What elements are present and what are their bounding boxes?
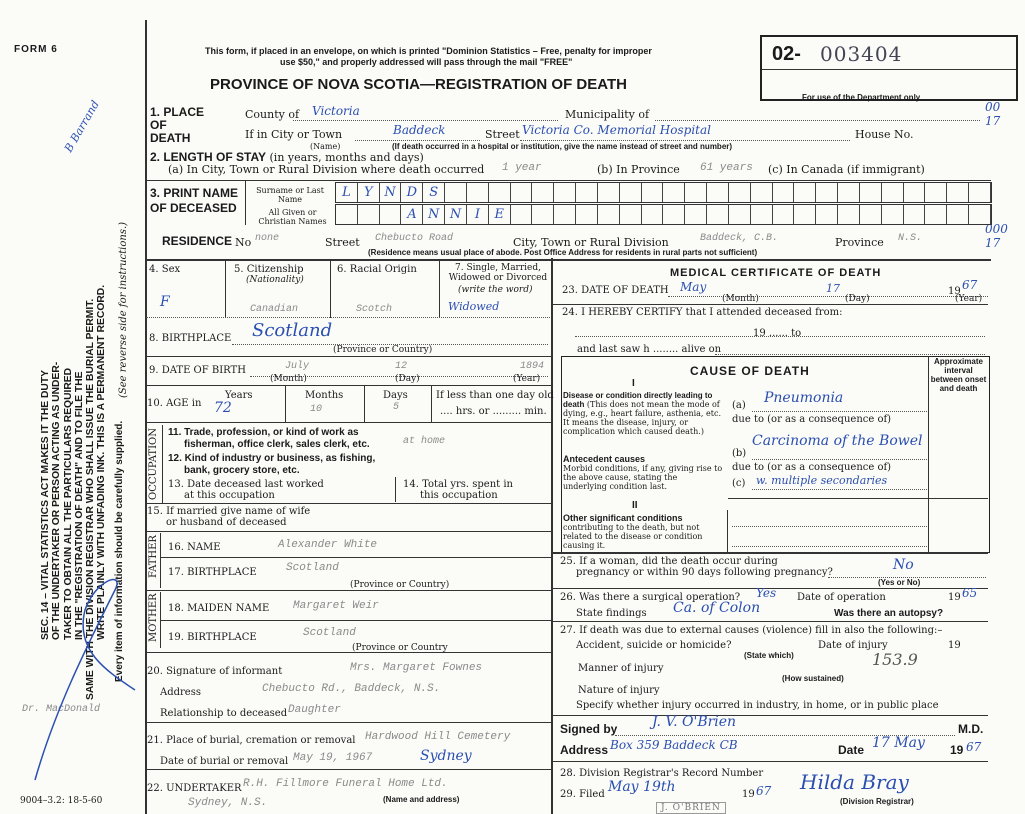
physician-address-label: Address (560, 743, 609, 757)
informant-address-value[interactable]: Chebucto Rd., Baddeck, N.S. (262, 683, 441, 695)
q11b-label: fisherman, office clerk, sales clerk, etc. (184, 439, 370, 450)
letter-box[interactable]: D (401, 183, 423, 202)
burial-place-value[interactable]: Hardwood Hill Cemetery (365, 731, 511, 743)
cause-a-label: (a) (732, 400, 746, 411)
letter-box[interactable] (489, 183, 511, 202)
months-label: Months (305, 390, 344, 401)
cause-c-label: (c) (732, 478, 746, 489)
res-street-label: Street (325, 236, 360, 249)
form-code: 9004–3.2: 18-5-60 (20, 796, 103, 806)
other-conditions-note: contributing to the death, but not related to the disease or condition causing it. (563, 523, 703, 550)
res-city-label: City, Town or Rural Division (513, 236, 669, 249)
mail-notice-2: use $50," and properly addressed will pass through the mail "FREE" (280, 57, 573, 67)
occupation-side-label: OCCUPATION (148, 428, 159, 500)
letter-box[interactable] (904, 205, 926, 224)
less-than-day-label: If less than one day old (436, 390, 554, 401)
informant-sig-label: 20. Signature of informant (147, 666, 283, 677)
dod-year[interactable]: 67 (962, 278, 978, 292)
nature-label: Nature of injury (578, 685, 660, 696)
nineteen: 19 (742, 789, 755, 800)
res-province-label: Province (835, 236, 884, 249)
reg-number: 003404 (820, 42, 903, 66)
letter-box[interactable]: A (401, 205, 423, 224)
residence-note: (Residence means usual place of abode. Post Office Address for residents in rural parts not sufficient) (368, 248, 758, 257)
given-name-boxes[interactable] (335, 204, 992, 225)
margin-initials: B Barrand (62, 98, 102, 155)
cause-b-value[interactable]: Carcinoma of the Bowel (752, 433, 923, 449)
age-label: 10. AGE in (147, 398, 202, 409)
marital-label: 7. Single, Married, Widowed or Divorced (448, 263, 548, 283)
letter-box[interactable] (904, 183, 926, 202)
father-name-value[interactable]: Alexander White (278, 539, 378, 551)
letter-box[interactable] (794, 205, 816, 224)
antecedent-heading: Antecedent causes (563, 454, 646, 464)
days-label: Days (383, 390, 408, 401)
letter-box[interactable] (816, 205, 838, 224)
letter-box[interactable] (947, 205, 969, 224)
dod-month[interactable]: May (680, 280, 707, 294)
stay-c-label: (c) In Canada (if immigrant) (768, 163, 925, 176)
father-name-label: 16. NAME (168, 542, 221, 553)
notice-line: SEC. 14 – VITAL STATISTICS ACT MAKES IT THE DUTY (40, 369, 51, 640)
dod-day[interactable]: 17 (826, 282, 840, 295)
letter-box[interactable] (729, 205, 751, 224)
res-no-value[interactable]: none (255, 233, 280, 244)
given-label: All Given or Christian Names (258, 208, 327, 226)
letter-box[interactable] (336, 205, 358, 224)
name-address-note: (Name and address) (383, 795, 460, 804)
letter-box[interactable] (969, 183, 991, 202)
res-province-value[interactable]: N.S. (898, 233, 923, 244)
hospital-note: (If death occurred in a hospital or institution, give the name instead of street and number) (392, 142, 733, 151)
letter-box[interactable] (925, 183, 947, 202)
margin-code: 00 17 (985, 100, 1001, 128)
res-street-value[interactable]: Chebucto Road (375, 233, 454, 244)
county-value[interactable]: Victoria (312, 104, 360, 118)
residence-label: RESIDENCE (162, 234, 233, 248)
length-of-stay-label: 2. LENGTH OF STAY (150, 150, 267, 164)
year-note: (Year) (513, 374, 541, 384)
nineteen: 19 (950, 743, 964, 757)
year-note: (Year) (955, 294, 983, 304)
nineteen: 19 (948, 286, 961, 297)
q12-label: 12. Kind of industry or business, as fishing, (168, 453, 376, 464)
letter-box[interactable] (794, 183, 816, 202)
age-months[interactable]: 10 (310, 404, 323, 415)
notice-line: OF THE UNDERTAKER OR PERSON ACTING AS UNDER- (51, 361, 63, 640)
letter-box[interactable] (751, 183, 773, 202)
letter-box[interactable] (882, 183, 904, 202)
physician-signature: J. V. O'Brien (652, 714, 737, 730)
letter-box[interactable] (532, 183, 554, 202)
city-label: If in City or Town (245, 128, 343, 141)
findings-label: State findings (576, 608, 647, 619)
marital-note: (write the word) (458, 285, 533, 295)
dob-day[interactable]: 12 (395, 361, 408, 372)
racial-origin-label: 6. Racial Origin (337, 264, 417, 275)
disease-heading: Disease or condition directly leading to death (563, 391, 713, 409)
part-i-label: I (632, 378, 635, 389)
letter-box[interactable] (642, 205, 664, 224)
relationship-value[interactable]: Daughter (288, 704, 341, 716)
stay-province-value[interactable]: 61 years (700, 162, 753, 174)
due-to-label: due to (or as a consequence of) (732, 414, 892, 425)
physician-address-value[interactable]: Box 359 Baddeck CB (610, 738, 738, 752)
place-of-death-label: 1. PLACE OF DEATH (150, 105, 205, 145)
hospital-value[interactable]: Victoria Co. Memorial Hospital (522, 123, 711, 137)
letter-box[interactable] (860, 183, 882, 202)
accident-label: Accident, suicide or homicide? (576, 640, 732, 651)
filed-date-value[interactable]: May 19th (608, 779, 676, 795)
filed-year[interactable]: 67 (756, 784, 772, 798)
due-to-label: due to (or as a consequence of) (732, 462, 892, 473)
findings-value[interactable]: Ca. of Colon (673, 600, 761, 616)
letter-box[interactable] (947, 183, 969, 202)
q14-label: 14. Total yrs. spent in (403, 479, 513, 490)
mother-bp-value[interactable]: Scotland (303, 627, 356, 639)
day-note: (Day) (395, 374, 420, 384)
q14b-label: this occupation (420, 490, 498, 501)
signed-date-label: Date (838, 743, 865, 757)
doctor-name: Dr. MacDonald (22, 704, 101, 715)
notice-line: SAME WITH THE DIVISION REGISTRAR WHO SHALL ISSUE THE BURIAL PERMIT. (85, 298, 97, 700)
cause-c-value[interactable]: w. multiple secondaries (756, 474, 888, 487)
stay-b-label: (b) In Province (597, 163, 680, 176)
dob-month[interactable]: July (285, 361, 310, 372)
letter-box[interactable] (773, 205, 795, 224)
dob-label: 9. DATE OF BIRTH (149, 365, 246, 376)
signed-by-label: Signed by (560, 722, 618, 736)
letter-box[interactable] (751, 205, 773, 224)
state-which-note: (State which) (744, 651, 794, 660)
stay-city-value[interactable]: 1 year (502, 162, 542, 174)
division-registrar-note: (Division Registrar) (840, 797, 914, 806)
q26-label: 26. Was there a surgical operation? (560, 592, 741, 603)
letter-box[interactable] (445, 183, 467, 202)
see-reverse-note: (See reverse side for instructions.) (118, 221, 129, 398)
hrs-min-label: .... hrs. or ......... min. (440, 406, 547, 417)
medical-cert-title: MEDICAL CERTIFICATE OF DEATH (670, 267, 882, 279)
sex-label: 4. Sex (149, 264, 181, 275)
letter-box[interactable] (969, 205, 991, 224)
letter-box[interactable] (663, 183, 685, 202)
last-saw-label: and last saw h ........ alive on (577, 344, 722, 355)
cause-b-label: (b) (732, 448, 747, 459)
how-sustained-note: (How sustained) (782, 674, 844, 683)
q15b-label: or husband of deceased (166, 517, 287, 528)
signed-year[interactable]: 67 (966, 740, 982, 754)
letter-box[interactable] (380, 205, 402, 224)
letter-box[interactable] (358, 205, 380, 224)
letter-box[interactable]: E (489, 205, 511, 224)
notice-line: IN THE "REGISTRATION OF DEATH" AND TO FILE THE (73, 371, 85, 640)
letter-box[interactable] (532, 205, 554, 224)
birthplace-value[interactable]: Scotland (252, 320, 333, 341)
nineteen: 19 (948, 592, 961, 603)
mother-name-label: 18. MAIDEN NAME (168, 603, 270, 614)
day-note: (Day) (845, 294, 870, 304)
sex-value[interactable]: F (160, 294, 170, 310)
attended-from-line: 19 ...... to (753, 328, 802, 339)
burial-date-value[interactable]: May 19, 1967 (293, 752, 373, 764)
citizenship-value[interactable]: Canadian (250, 304, 299, 315)
letter-box[interactable] (729, 183, 751, 202)
q24-label: 24. I HEREBY CERTIFY that I attended deceased from: (562, 307, 843, 318)
res-city-value[interactable]: Baddeck, C.B. (700, 233, 779, 244)
manner-label: Manner of injury (578, 663, 664, 674)
q13b-label: at this occupation (184, 490, 275, 501)
letter-box[interactable] (576, 205, 598, 224)
name-note: (Name) (310, 142, 341, 151)
letter-box[interactable] (511, 183, 533, 202)
mail-notice: This form, if placed in an envelope, on which is printed "Dominion Statistics – Free, penalty for improper (205, 46, 652, 56)
signature-flourish (15, 560, 145, 800)
letter-box[interactable] (554, 205, 576, 224)
letter-box[interactable] (685, 183, 707, 202)
dob-year[interactable]: 1894 (520, 361, 545, 372)
marital-value[interactable]: Widowed (448, 300, 500, 313)
cause-of-death-title: CAUSE OF DEATH (690, 364, 810, 378)
letter-box[interactable] (860, 205, 882, 224)
q28-label: 28. Division Registrar's Record Number (560, 768, 764, 779)
father-bp-value[interactable]: Scotland (286, 562, 339, 574)
letter-box[interactable] (707, 205, 729, 224)
every-item-note: Every item of information should be carefully supplied. (114, 420, 125, 682)
letter-box[interactable]: N (423, 205, 445, 224)
house-label: House No. (855, 128, 914, 141)
stay-note: (in years, months and days) (269, 151, 424, 164)
letter-box[interactable] (663, 205, 685, 224)
burial-place-label: 21. Place of burial, cremation or removal (147, 735, 356, 746)
reg-prefix: 02- (772, 43, 801, 65)
dept-only-note: For use of the Department only (802, 93, 921, 102)
undertaker-label: 22. UNDERTAKER (147, 783, 242, 794)
birthplace-label: 8. BIRTHPLACE (149, 333, 232, 344)
form-number: FORM 6 (14, 44, 58, 55)
month-note: (Month) (270, 374, 307, 384)
letter-box[interactable] (773, 183, 795, 202)
classification-code: 153.9 (872, 650, 918, 669)
mother-side-label: MOTHER (148, 593, 159, 642)
operation-year[interactable]: 65 (962, 586, 978, 600)
dod-label: 23. DATE OF DEATH (562, 285, 669, 296)
father-side-label: FATHER (148, 535, 159, 578)
undertaker-value[interactable]: R.H. Fillmore Funeral Home Ltd. (243, 778, 448, 790)
autopsy-label: Was there an autopsy? (834, 608, 944, 619)
month-note: (Month) (722, 294, 759, 304)
q25-label: 25. If a woman, did the death occur during (560, 556, 778, 567)
margin-code: 000 17 (985, 222, 1008, 250)
print-name-label: 3. PRINT NAME OF DECEASED (150, 186, 239, 215)
interval-header: Approximate interval between onset and death (930, 357, 987, 393)
prov-country-note: (Province or Country) (350, 580, 450, 590)
prov-country-note: (Province or Country (352, 643, 448, 653)
letter-box[interactable]: N (445, 205, 467, 224)
antecedent-note: Morbid conditions, if any, giving rise to the above cause, stating the underlying condition last. (563, 464, 723, 491)
letter-box[interactable] (576, 183, 598, 202)
mother-bp-label: 19. BIRTHPLACE (168, 632, 257, 643)
q12b-label: bank, grocery store, etc. (184, 465, 300, 476)
stay-a-label: (a) In City, Town or Rural Division where death occurred (168, 163, 485, 176)
letter-box[interactable] (838, 183, 860, 202)
letter-box[interactable] (642, 183, 664, 202)
letter-box[interactable] (598, 205, 620, 224)
letter-box[interactable] (925, 205, 947, 224)
other-conditions-heading: Other significant conditions (563, 513, 683, 523)
burial-date-label: Date of burial or removal (160, 756, 289, 767)
nationality-note: (Nationality) (246, 275, 304, 285)
form-title: PROVINCE OF NOVA SCOTIA—REGISTRATION OF DEATH (210, 76, 627, 93)
undertaker-city[interactable]: Sydney, N.S. (188, 797, 268, 809)
mother-name-value[interactable]: Margaret Weir (293, 600, 379, 612)
letter-box[interactable] (620, 183, 642, 202)
letter-box[interactable]: S (423, 183, 445, 202)
age-years[interactable]: 72 (214, 400, 232, 416)
nineteen: 19 (948, 640, 961, 651)
informant-address-label: Address (160, 687, 201, 698)
letter-box[interactable]: N (380, 183, 402, 202)
specify-label: Specify whether injury occurred in industry, in home, or in public place (576, 700, 939, 711)
cause-a-value[interactable]: Pneumonia (764, 390, 844, 406)
letter-box[interactable]: L (336, 183, 358, 202)
md-label: M.D. (958, 722, 984, 736)
q11-label: 11. Trade, profession, or kind of work as (168, 427, 359, 438)
letter-box[interactable] (838, 205, 860, 224)
letter-box[interactable] (467, 183, 489, 202)
notice-line: WRITE PLAINLY WITH UNFADING INK. THIS IS A PERMANENT RECORD. (96, 284, 108, 640)
injury-date-label: Date of injury (818, 640, 888, 651)
informant-name-value[interactable]: Mrs. Margaret Fownes (350, 662, 483, 674)
father-bp-label: 17. BIRTHPLACE (168, 567, 257, 578)
signed-date-value[interactable]: 17 May (872, 735, 925, 751)
occupation-value[interactable]: at home (403, 436, 446, 447)
pregnancy-answer[interactable]: No (893, 557, 914, 573)
letter-box[interactable] (882, 205, 904, 224)
surname-boxes[interactable] (335, 182, 992, 203)
street-label: Street (485, 128, 520, 141)
operation-date-label: Date of operation (797, 592, 886, 603)
prov-country-note: (Province or Country) (333, 345, 433, 355)
q27-label: 27. If death was due to external causes (violence) fill in also the following:– (560, 625, 943, 636)
q29-label: 29. Filed (560, 789, 605, 800)
yes-no-note: (Yes or No) (878, 578, 921, 587)
letter-box[interactable]: I (467, 205, 489, 224)
county-label: County of (245, 108, 300, 121)
part-ii-label: II (632, 500, 638, 511)
years-label: Years (225, 390, 253, 401)
letter-box[interactable] (554, 183, 576, 202)
letter-box[interactable]: Y (358, 183, 380, 202)
letter-box[interactable] (816, 183, 838, 202)
city-value[interactable]: Baddeck (393, 123, 446, 137)
municipality-label: Municipality of (565, 108, 650, 121)
letter-box[interactable] (511, 205, 533, 224)
res-no-label: No (235, 236, 252, 249)
relationship-label: Relationship to deceased (160, 708, 288, 719)
letter-box[interactable] (707, 183, 729, 202)
registrar-stamp: J. O'BRIEN (656, 802, 726, 814)
operation-answer[interactable]: Yes (756, 586, 777, 600)
citizenship-label: 5. Citizenship (234, 264, 304, 275)
q25b-label: pregnancy or within 90 days following pregnancy? (576, 567, 833, 578)
surname-label: Surname or Last Name (256, 186, 324, 204)
racial-origin-value[interactable]: Scotch (356, 304, 393, 315)
letter-box[interactable] (685, 205, 707, 224)
notice-line: TAKER TO OBTAIN ALL THE PARTICULARS REQUIRED (62, 367, 74, 640)
letter-box[interactable] (620, 205, 642, 224)
registrar-signature: Hilda Bray (800, 770, 909, 794)
disease-note: (This does not mean the mode of dying, e.g., heart failure, asthenia, etc. It means the disease, injury, or complication which caused death.) (563, 400, 721, 436)
q15-label: 15. If married give name of wife (147, 506, 311, 517)
age-days[interactable]: 5 (393, 402, 400, 413)
q13-label: 13. Date deceased last worked (168, 479, 324, 490)
burial-permit-signature: Sydney (420, 748, 472, 764)
letter-box[interactable] (598, 183, 620, 202)
registration-number-box (760, 35, 1018, 101)
